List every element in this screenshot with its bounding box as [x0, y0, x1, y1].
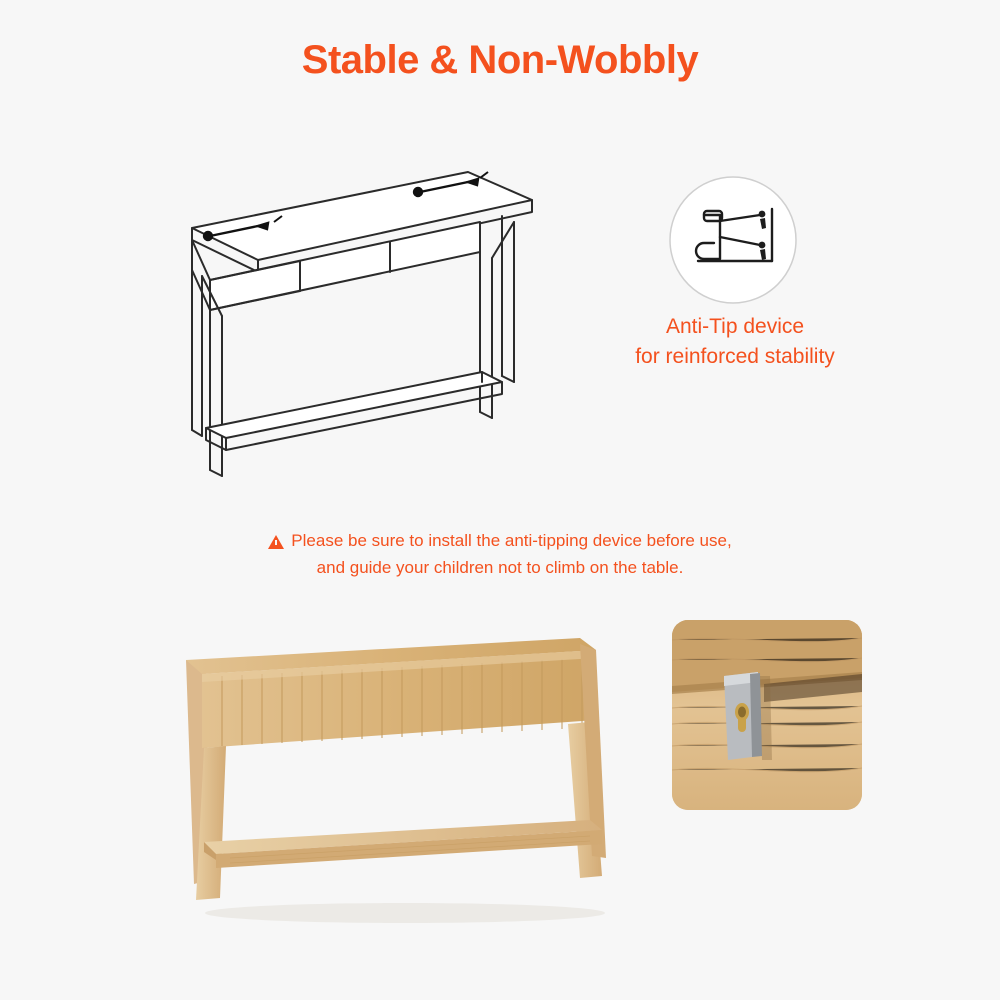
anti-tip-caption-line2: for reinforced stability	[635, 345, 835, 368]
anti-tip-caption-line1: Anti-Tip device	[665, 315, 805, 338]
warning-triangle-icon	[268, 535, 284, 549]
warning-line2: and guide your children not to climb on the table.	[316, 558, 684, 577]
warning-line1: Please be sure to install the anti-tipping device before use,	[291, 531, 732, 550]
page-title: Stable & Non-Wobbly	[301, 38, 699, 82]
console-table-product-photo	[150, 608, 660, 928]
console-table-line-drawing	[150, 130, 570, 490]
anti-tip-bracket-closeup-photo	[672, 620, 862, 810]
anti-tip-bracket-icon	[668, 175, 798, 305]
anti-tip-caption	[560, 312, 910, 372]
warning-note	[120, 527, 880, 581]
